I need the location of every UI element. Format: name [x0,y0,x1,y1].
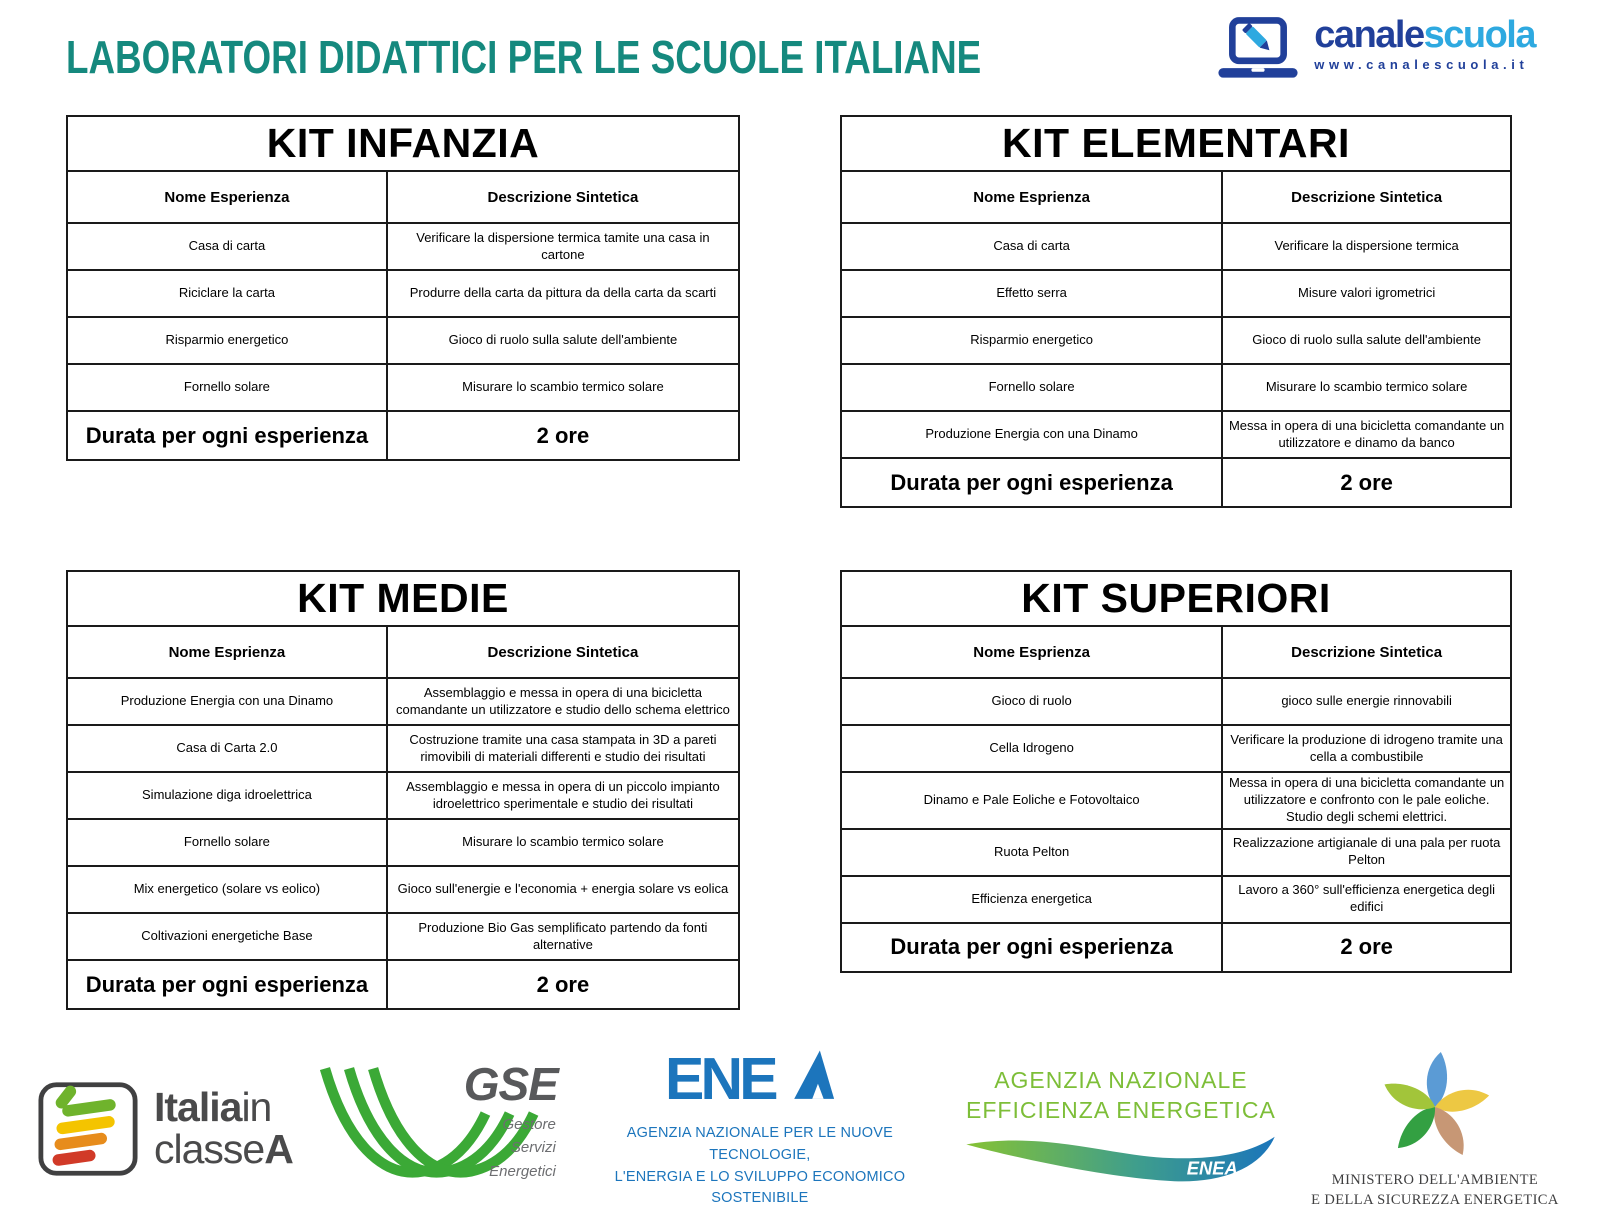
kit-table-title: KIT SUPERIORI [841,571,1511,626]
table-row [841,876,1511,923]
description-cell: Gioco di ruolo sulla salute dell'ambiente [1222,317,1511,364]
durata-value: 2 ore [1222,923,1511,972]
ministero-line1: MINISTERO DELL'AMBIENTE [1331,1171,1539,1188]
table-row [67,223,739,270]
agenzia-efficienza-energetica-logo [962,1066,1280,1193]
column-header-nome: Nome Esprienza [67,626,387,678]
table-row [67,772,739,819]
italia-bold: Italia [154,1084,242,1131]
column-header-descrizione: Descrizione Sintetica [387,626,739,678]
durata-label: Durata per ogni esperienza [67,960,387,1009]
agenzia-swoosh-icon [965,1129,1277,1187]
table-row [841,829,1511,876]
experience-name-cell: Produzione Energia con una Dinamo [67,678,387,725]
italia-a: A [264,1126,293,1172]
description-cell: Assemblaggio e messa in opera di un piccolo impianto idroelettrico sperimentale e studio dei risultati [387,772,739,819]
column-header-nome: Nome Esperienza [67,171,387,223]
table-row [841,270,1511,317]
gse-subtitle-line: Energetici [489,1162,556,1180]
enea-logotype-icon [665,1048,855,1108]
table-row [67,317,739,364]
experience-name-cell: Effetto serra [841,270,1222,317]
gse-subtitle-line: Servizi [510,1139,556,1157]
column-header-nome: Nome Esprienza [841,171,1222,223]
description-cell: gioco sulle energie rinnovabili [1222,678,1511,725]
durata-value: 2 ore [387,411,739,460]
experience-name-cell: Cella Idrogeno [841,725,1222,772]
experience-name-cell: Fornello solare [67,819,387,866]
description-cell: Costruzione tramite una casa stampata in 3D a pareti rimovibili di materiali differenti e studio dei risultati [387,725,739,772]
table-row [67,725,739,772]
table-row [841,725,1511,772]
svg-text:ENE: ENE [664,1048,775,1108]
gse-subtitle-line: Gestore [502,1116,556,1133]
experience-name-cell: Ruota Pelton [841,829,1222,876]
italia-in-classe-a-text [154,1084,293,1172]
kit-elementari-table [840,115,1512,508]
durata-value: 2 ore [387,960,739,1009]
agenzia-line2: EFFICIENZA ENERGETICA [966,1096,1276,1123]
ministero-star-icon [1376,1048,1494,1166]
description-cell: Produzione Bio Gas semplificato partendo da fonti alternative [387,913,739,960]
table-row [841,223,1511,270]
canalescuola-name [1314,16,1535,54]
italia-in-classe-a-logo [38,1081,293,1177]
column-header-descrizione: Descrizione Sintetica [1222,171,1511,223]
experience-name-cell: Fornello solare [67,364,387,411]
experience-name-cell: Mix energetico (solare vs eolico) [67,866,387,913]
enea-subtitle [585,1123,935,1210]
partner-logos-bar [0,1030,1609,1228]
italia-classe: classe [154,1126,265,1172]
description-cell: Misurare lo scambio termico solare [387,364,739,411]
kit-medie-table [66,570,740,1010]
table-row [841,772,1511,829]
kit-table-title: KIT ELEMENTARI [841,116,1511,171]
experience-name-cell: Gioco di ruolo [841,678,1222,725]
table-row [841,411,1511,458]
kit-table-title: KIT MEDIE [67,571,739,626]
laptop-pencil-icon [1214,14,1302,90]
description-cell: Assemblaggio e messa in opera di una bicicletta comandante un utilizzatore e studio dello schema elettrico [387,678,739,725]
description-cell: Misurare lo scambio termico solare [387,819,739,866]
agenzia-line1: AGENZIA NAZIONALE [994,1066,1248,1093]
table-row [67,819,739,866]
ministero-line2: E DELLA SICUREZZA ENERGETICA [1311,1192,1559,1208]
description-cell: Verificare la dispersione termica [1222,223,1511,270]
canalescuola-text [1314,14,1535,72]
description-cell: Verificare la dispersione termica tamite una casa in cartone [387,223,739,270]
column-header-descrizione: Descrizione Sintetica [387,171,739,223]
canalescuola-name-part2: scuola [1423,14,1535,56]
table-row [67,270,739,317]
experience-name-cell: Fornello solare [841,364,1222,411]
experience-name-cell: Produzione Energia con una Dinamo [841,411,1222,458]
ministero-ambiente-logo [1307,1048,1563,1211]
description-cell: Misure valori igrometrici [1222,270,1511,317]
description-cell: Verificare la produzione di idrogeno tramite una cella a combustibile [1222,725,1511,772]
durata-label: Durata per ogni esperienza [841,923,1222,972]
table-row [67,913,739,960]
description-cell: Realizzazione artigianale di una pala per ruota Pelton [1222,829,1511,876]
italia-in: in [241,1084,272,1131]
experience-name-cell: Riciclare la carta [67,270,387,317]
table-row [67,364,739,411]
column-header-nome: Nome Esprienza [841,626,1222,678]
gse-logo [320,1058,558,1197]
canalescuola-url: www.canalescuola.it [1314,57,1529,72]
gse-subtitle [489,1113,556,1183]
description-cell: Misurare lo scambio termico solare [1222,364,1511,411]
description-cell: Messa in opera di una bicicletta comandante un utilizzatore e confronto con le pale eoliche. Studio degli schemi elettrici. [1222,772,1511,829]
enea-subtitle-line: AGENZIA NAZIONALE PER LE NUOVE TECNOLOGIE, [626,1125,894,1163]
experience-name-cell: Casa di carta [841,223,1222,270]
enea-subtitle-line: L'ENERGIA E LO SVILUPPO ECONOMICO SOSTENIBILE [614,1168,906,1207]
kit-tables-grid [66,115,1512,1010]
canalescuola-name-part1: canale [1314,14,1424,56]
table-row [67,866,739,913]
description-cell: Lavoro a 360° sull'efficienza energetica degli edifici [1222,876,1511,923]
experience-name-cell: Risparmio energetico [841,317,1222,364]
gse-acronym: GSE [463,1058,558,1110]
experience-name-cell: Simulazione diga idroelettrica [67,772,387,819]
description-cell: Messa in opera di una bicicletta comandante un utilizzatore e dinamo da banco [1222,411,1511,458]
durata-value: 2 ore [1222,458,1511,507]
durata-label: Durata per ogni esperienza [841,458,1222,507]
energy-class-icon [38,1081,138,1177]
experience-name-cell: Efficienza energetica [841,876,1222,923]
canalescuola-logo [1214,14,1535,90]
experience-name-cell: Risparmio energetico [67,317,387,364]
table-row [841,678,1511,725]
experience-name-cell: Casa di carta [67,223,387,270]
description-cell: Gioco sull'energie e l'economia + energia solare vs eolica [387,866,739,913]
table-row [841,317,1511,364]
description-cell: Produrre della carta da pittura da della carta da scarti [387,270,739,317]
description-cell: Gioco di ruolo sulla salute dell'ambiente [387,317,739,364]
enea-logo [585,1048,935,1210]
page-title: LABORATORI DIDATTICI PER LE SCUOLE ITALIANE [66,31,982,83]
experience-name-cell: Dinamo e Pale Eoliche e Fotovoltaico [841,772,1222,829]
table-row [841,364,1511,411]
kit-table-title: KIT INFANZIA [67,116,739,171]
kit-superiori-table [840,570,1512,973]
agenzia-enea-badge: ENEA [1186,1157,1238,1179]
kit-infanzia-table [66,115,740,461]
durata-label: Durata per ogni esperienza [67,411,387,460]
experience-name-cell: Coltivazioni energetiche Base [67,913,387,960]
table-row [67,678,739,725]
experience-name-cell: Casa di Carta 2.0 [67,725,387,772]
column-header-descrizione: Descrizione Sintetica [1222,626,1511,678]
